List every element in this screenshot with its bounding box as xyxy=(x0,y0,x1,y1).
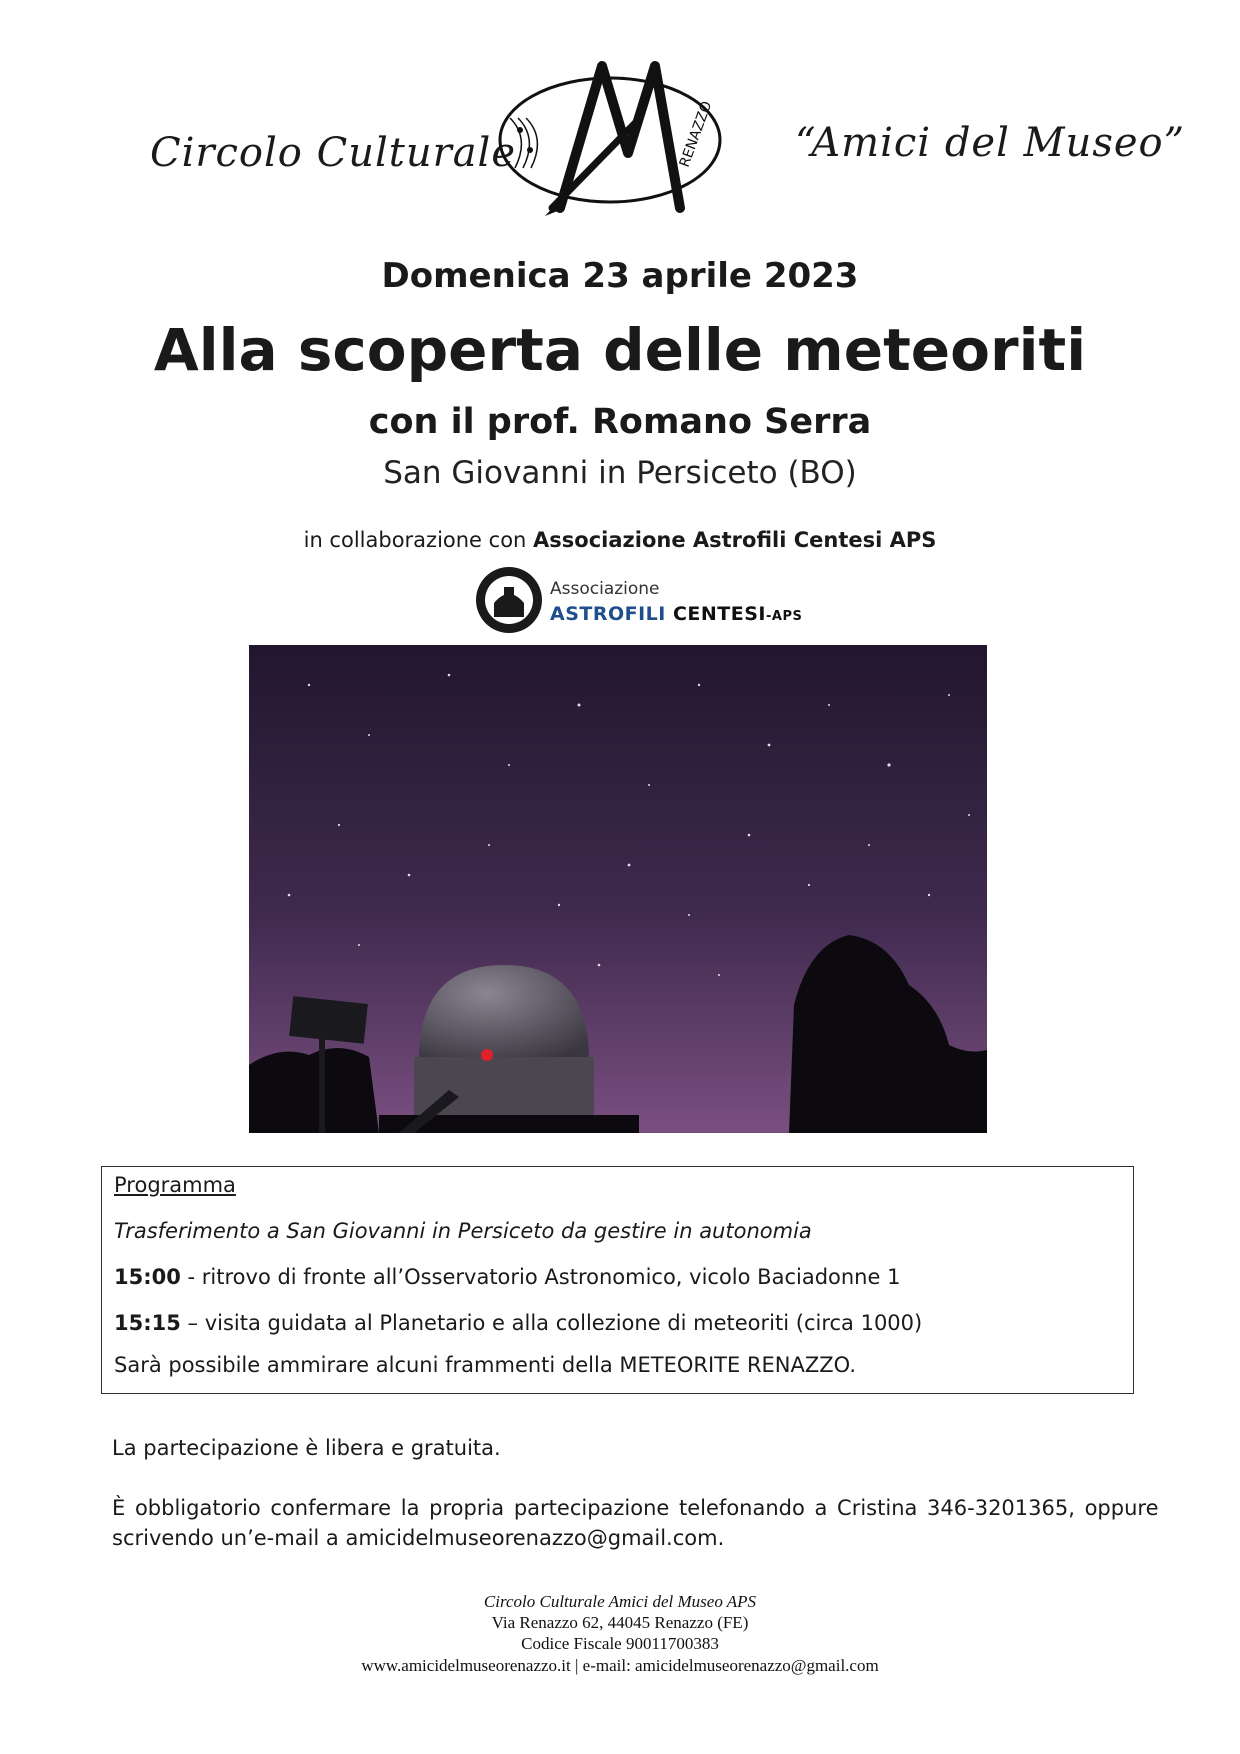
footer-address: Via Renazzo 62, 44045 Renazzo (FE) xyxy=(491,1613,749,1632)
assoc-astrofili: ASTROFILI xyxy=(550,603,666,625)
collab-prefix: in collaborazione con xyxy=(303,528,534,552)
footer-fiscal-code: Codice Fiscale 90011700383 xyxy=(521,1634,719,1653)
assoc-logo-line1: Associazione xyxy=(550,579,660,599)
header-right-text: “Amici del Museo” xyxy=(795,120,1186,166)
participation-free: La partecipazione è libera e gratuita. xyxy=(112,1436,501,1460)
footer-org: Circolo Culturale Amici del Museo APS xyxy=(483,1592,757,1611)
event-title: Alla scoperta delle meteoriti xyxy=(153,316,1087,384)
program-heading: Programma xyxy=(114,1173,236,1197)
event-subtitle: con il prof. Romano Serra xyxy=(368,402,872,442)
logo-renazzo-text: RENAZZO xyxy=(676,99,716,170)
confirm-line-2: scrivendo un’e-mail a amicidelmuseorenazzo@gmail.com. xyxy=(112,1526,725,1550)
collaboration-line xyxy=(0,528,1240,552)
assoc-aps: -APS xyxy=(766,609,803,624)
program-box xyxy=(101,1166,1134,1394)
program-item-2-time: 15:15 xyxy=(114,1311,181,1335)
program-item-2 xyxy=(114,1311,922,1335)
association-logo xyxy=(470,563,803,637)
program-item-1-time: 15:00 xyxy=(114,1265,181,1289)
event-place: San Giovanni in Persiceto (BO) xyxy=(383,455,857,491)
event-date: Domenica 23 aprile 2023 xyxy=(381,256,859,296)
program-note: Sarà possibile ammirare alcuni frammenti della METEORITE RENAZZO. xyxy=(114,1353,857,1377)
footer-web-email: www.amicidelmuseorenazzo.it | e-mail: amicidelmuseorenazzo@gmail.com xyxy=(361,1656,879,1675)
observatory-night-photo xyxy=(249,645,987,1133)
program-item-1 xyxy=(114,1265,900,1289)
header-left-text: Circolo Culturale xyxy=(150,130,517,176)
museum-logo-icon xyxy=(490,58,730,223)
assoc-centesi: CENTESI xyxy=(665,603,766,625)
observatory-seal-icon xyxy=(474,565,544,635)
program-item-1-text: - ritrovo di fronte all’Osservatorio Astronomico, vicolo Baciadonne 1 xyxy=(180,1265,901,1289)
assoc-logo-line2 xyxy=(550,603,802,625)
confirm-line-1: È obbligatorio confermare la propria partecipazione telefonando a Cristina 346-3201365, oppure xyxy=(112,1496,1159,1520)
collab-name: Associazione Astrofili Centesi APS xyxy=(533,528,937,552)
program-item-2-text: – visita guidata al Planetario e alla collezione di meteoriti (circa 1000) xyxy=(180,1311,923,1335)
program-transfer: Trasferimento a San Giovanni in Persiceto da gestire in autonomia xyxy=(114,1219,812,1243)
